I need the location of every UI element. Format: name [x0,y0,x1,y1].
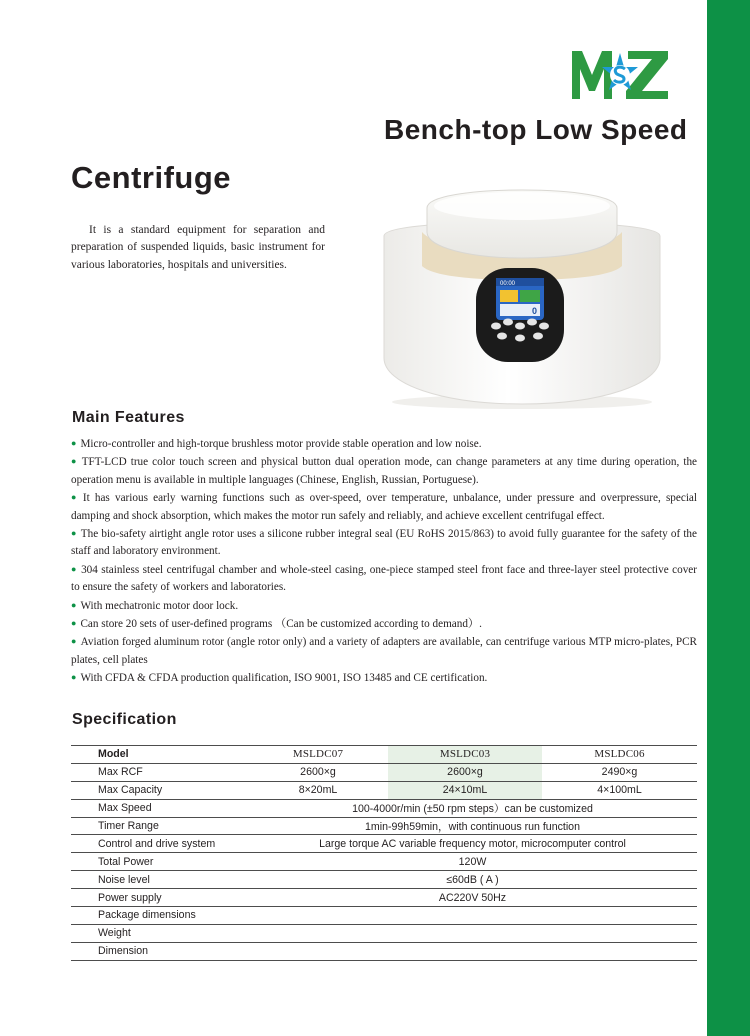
cell-value: 24×10mL [388,781,542,799]
table-row [71,835,697,853]
feature-item: ● It has various early warning functions such as over-speed, over temperature, unbalance, under pressure and overpressure, special damping and shock absorption, which makes the motor run safely and reliably, and achieve excellent centrifugal effect. [71,492,697,522]
row-label: Power supply [71,889,248,907]
row-label: Max Speed [71,799,248,817]
feature-item: ● Micro-controller and high-torque brushless motor provide stable operation and low noise. [71,438,482,450]
bullet-icon: ● [71,456,78,467]
table-row [71,799,697,817]
row-label: Timer Range [71,817,248,835]
intro-paragraph: It is a standard equipment for separation and preparation of suspended liquids, basic instrument for various laboratories, hospitals and universities. [71,224,325,271]
cell-value: 2490×g [542,763,697,781]
cell-value [248,942,697,960]
cell-value: 4×100mL [542,781,697,799]
specification-table [71,745,697,961]
table-row [71,781,697,799]
cell-value: 1min-99h59min，with continuous run function [248,817,697,835]
cell-value: Large torque AC variable frequency motor, microcomputer control [248,835,697,853]
cell-value: ≤60dB ( A ) [248,871,697,889]
cell-value: 8×20mL [248,781,388,799]
table-row [71,871,697,889]
bullet-icon: ● [71,636,77,647]
row-label: Total Power [71,853,248,871]
model-name: MSLDC03 [388,746,542,764]
table-header-label: Model [71,746,248,764]
cell-value [248,924,697,942]
table-row [71,763,697,781]
bullet-icon: ● [71,438,77,448]
bullet-icon: ● [71,492,79,503]
row-label: Package dimensions [71,907,248,925]
bullet-icon: ● [71,672,77,683]
row-label: Noise level [71,871,248,889]
feature-item: ● 304 stainless steel centrifugal chamber and whole-steel casing, one-piece stamped steel front face and three-layer steel protective cover to ensure the safety of workers and laboratories. [71,563,697,594]
table-row [71,924,697,942]
table-row [71,907,697,925]
model-name: MSLDC07 [248,746,388,764]
feature-item: ● The bio-safety airtight angle rotor uses a silicone rubber integral seal (EU RoHS 2015/863) to avoid fully guarantee for the safety of the staff and laboratory environment. [71,528,697,558]
feature-item: ● Can store 20 sets of user-defined programs （Can be customized according to demand）. [71,618,482,631]
bullet-icon: ● [71,618,77,629]
features-list [71,435,697,688]
row-label: Control and drive system [71,835,248,853]
feature-item: ● With CFDA & CFDA production qualification, ISO 9001, ISO 13485 and CE certification. [71,672,488,685]
feature-item: ● With mechatronic motor door lock. [71,599,239,612]
brand-logo [570,45,670,103]
cell-value: 100-4000r/min (±50 rpm steps）can be customized [248,799,697,817]
green-side-band [707,0,750,1036]
cell-value: 2600×g [388,763,542,781]
table-row [71,889,697,907]
table-row [71,942,697,960]
feature-item: ● TFT-LCD true color touch screen and physical button dual operation mode, can change parameters at any time during operation, the operation menu is available in multiple languages (Chinese, English, Russian, Portuguese). [71,456,698,486]
centrifuge-product-image [372,188,667,410]
specification-heading: Specification [72,711,177,728]
cell-value [248,907,697,925]
display-time: 00:00 [500,281,516,287]
table-row [71,817,697,835]
row-label: Weight [71,924,248,942]
title-line-1: Bench-top Low Speed [384,114,688,145]
cell-value: 2600×g [248,763,388,781]
table-row [71,853,697,871]
cell-value: 120W [248,853,697,871]
feature-item: ● Aviation forged aluminum rotor (angle rotor only) and a variety of adapters are available, can centrifuge various MTP micro-plates, PCR plates, cell plates [71,636,698,666]
bullet-icon: ● [71,599,77,610]
title-line-2: Centrifuge [71,160,231,195]
display-value: 0 [532,306,538,316]
row-label: Max RCF [71,763,248,781]
bullet-icon: ● [71,563,78,574]
model-name: MSLDC06 [542,746,697,764]
features-heading: Main Features [72,409,185,426]
cell-value: AC220V 50Hz [248,889,697,907]
row-label: Max Capacity [71,781,248,799]
row-label: Dimension [71,942,248,960]
bullet-icon: ● [71,528,77,539]
table-header-row [71,746,697,764]
